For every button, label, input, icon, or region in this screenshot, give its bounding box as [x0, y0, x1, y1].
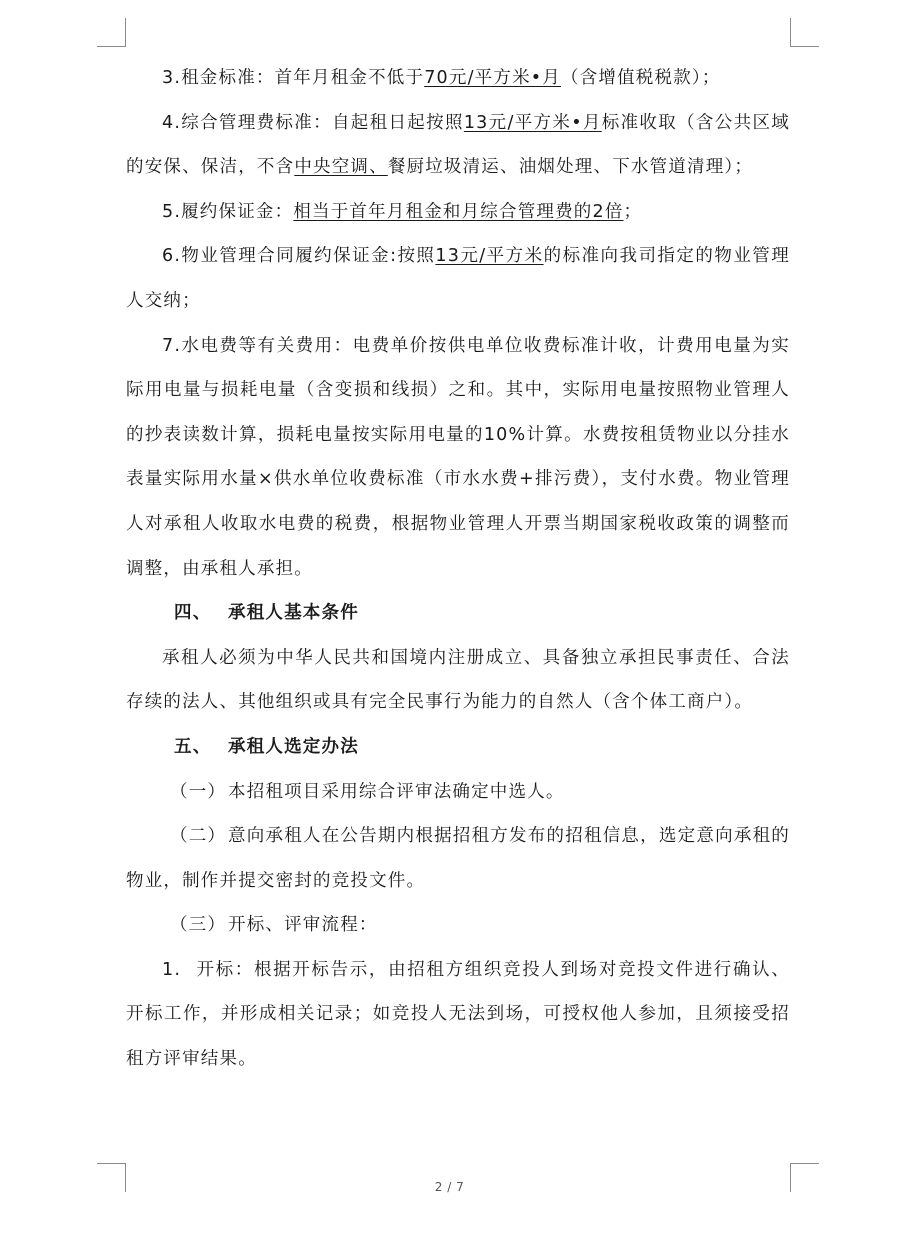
section-5-paragraph-1: （一） 本招租项目采用综合评审法确定中选人。: [170, 781, 565, 802]
section-5-paragraph-3: （三） 开标、评审流程：: [170, 915, 378, 936]
section-5-paragraph-2: （二） 意向承租人在公告期内根据招租方发布的招租信息，选定意向承租的物业，制作并提交密封的竞投文件。: [126, 826, 790, 891]
item-3-rent-standard: 3.租金标准：首年月租金不低于70元/平方米•月（含增值税税款）；: [162, 68, 721, 88]
item-6-property-deposit: 6.物业管理合同履约保证金:按照13元/平方米的标准向我司指定的物业管理人交纳；: [126, 246, 790, 311]
crop-mark-top-right: [790, 18, 819, 47]
item-5-deposit: 5.履约保证金：相当于首年月租金和月综合管理费的2倍；: [162, 201, 643, 222]
item-7-utilities: 7.水电费等有关费用：电费单价按供电单位收费标准计收，计费用电量为实际用电量与损耗电量（含变损和线损）之和。其中，实际用电量按照物业管理人的抄表读数计算，损耗电量按实际用电量的10%计算。水费按租赁物业以分挂水表量实际用水量×供水单位收费标准（市水水费+排污费），支付水费。物业管理人对承租人收取水电费的税费，根据物业管理人开票当期国家税收政策的调整而调整，由承租人承担。: [126, 335, 790, 579]
section-5-heading: 五、 承租人选定办法: [174, 736, 359, 757]
document-body: [126, 56, 790, 1082]
section-4-heading: 四、 承租人基本条件: [174, 603, 359, 624]
section-4-body: 承租人必须为中华人民共和国境内注册成立、具备独立承担民事责任、合法存续的法人、其他组织或具有完全民事行为能力的自然人（含个体工商户）。: [126, 647, 790, 713]
page-number: 2 / 7: [434, 1180, 465, 1194]
crop-mark-top-left: [97, 18, 126, 47]
section-5-step-1: 1. 开标：根据开标告示，由招租方组织竞投人到场对竞投文件进行确认、开标工作，并形成相关记录；如竞投人无法到场，可授权他人参加，且须接受招租方评审结果。: [126, 959, 790, 1070]
item-4-management-fee: 4.综合管理费标准：自起租日起按照13元/平方米•月标准收取（含公共区域的安保、保洁，不含中央空调、餐厨垃圾清运、油烟处理、下水管道清理）；: [126, 112, 790, 178]
